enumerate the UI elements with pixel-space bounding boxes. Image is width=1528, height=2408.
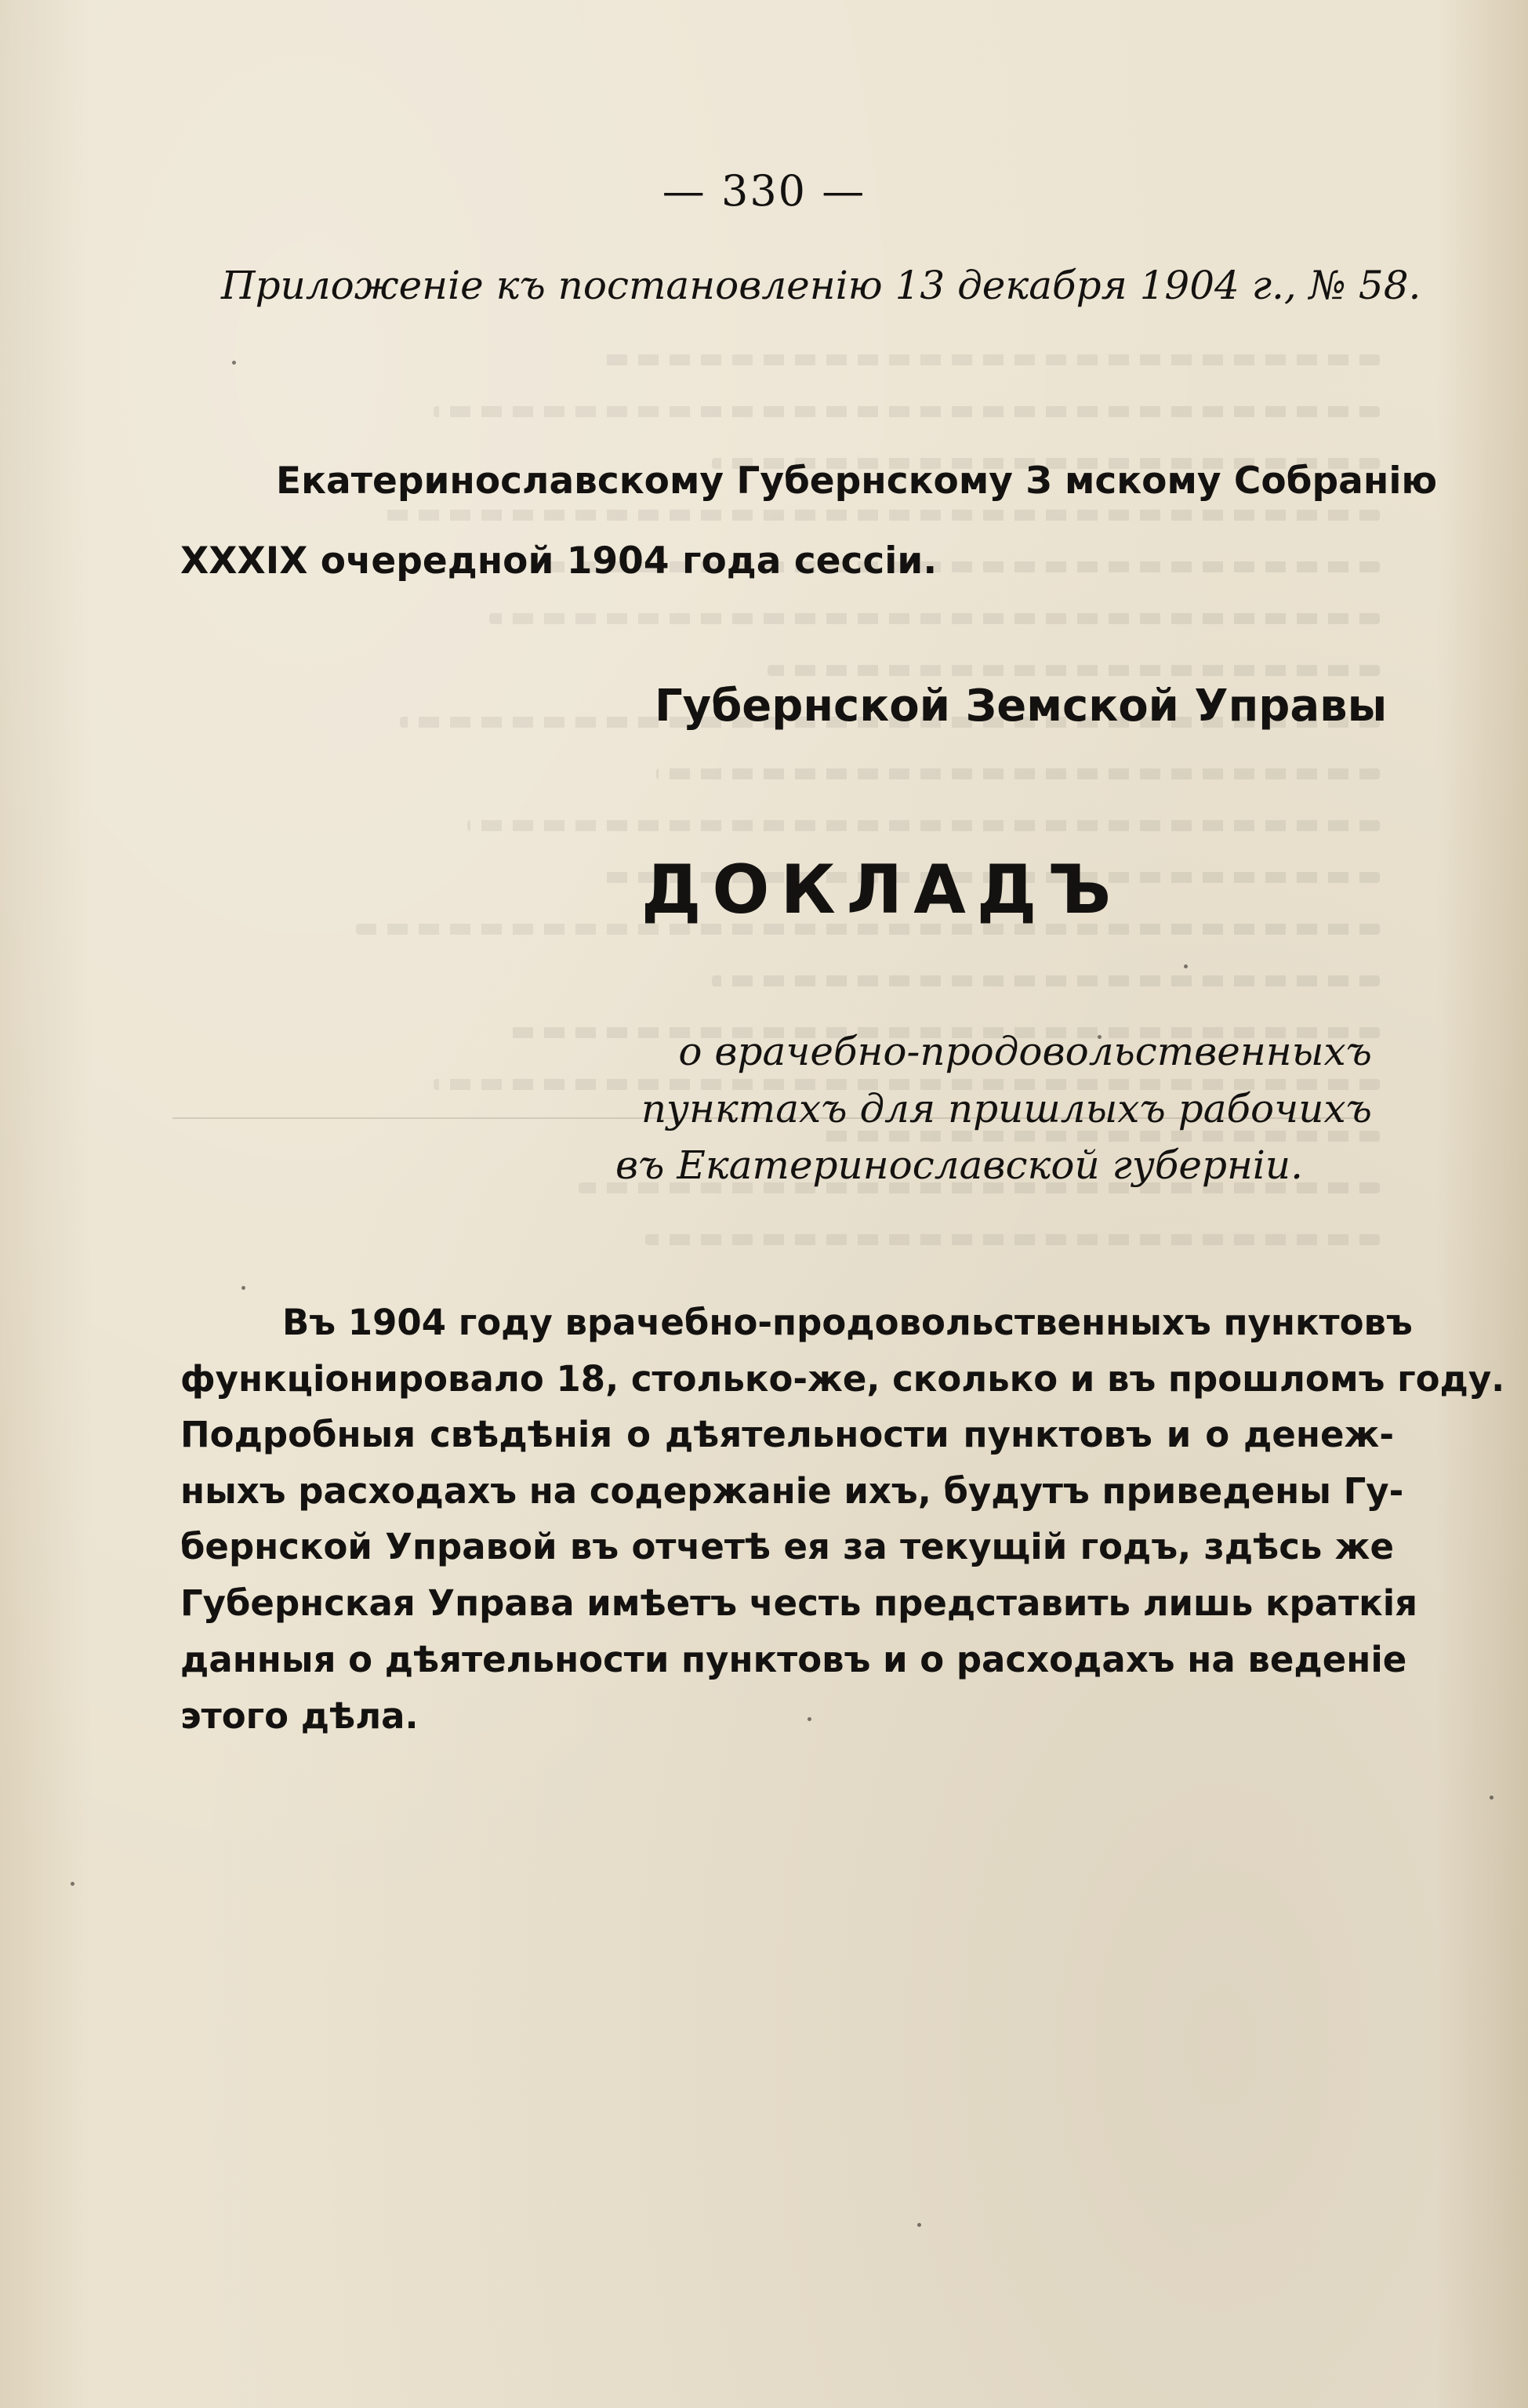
subject-line-1: о врачебно-продовольственныхъ (678, 1029, 1372, 1074)
ink-speck (232, 361, 236, 365)
body-line: Въ 1904 году врачебно-продовольственныхъ пунктовъ (282, 1302, 1413, 1343)
ink-speck (1184, 964, 1188, 968)
ink-speck (1490, 1796, 1494, 1800)
addressee-line-1: Екатеринославскому Губернскому З мскому Собранiю (276, 459, 1438, 503)
ink-speck (241, 1286, 245, 1290)
report-author: Губернской Земской Управы (655, 681, 1388, 732)
addressee-line-2: XXXIX очередной 1904 года сессiи. (180, 539, 938, 583)
page-number: — 330 — (662, 166, 866, 216)
ink-speck (917, 2223, 921, 2227)
document-title: ДОКЛАДЪ (641, 851, 1123, 929)
body-line: функцiонировало 18, столько-же, сколько и въ прошломъ году. (180, 1358, 1505, 1400)
appendix-reference: Приложенiе къ постановленiю 13 декабря 1904 г., № 58. (221, 263, 1421, 308)
body-line: бернской Управой въ отчетѣ ея за текущiй годъ, здѣсь же (180, 1526, 1394, 1567)
body-line: Подробныя свѣдѣнiя о дѣятельности пунктовъ и о денеж- (180, 1414, 1394, 1455)
subject-line-3: въ Екатеринославской губернiи. (615, 1142, 1303, 1188)
body-line: Губернская Управа имѣетъ честь представить лишь краткiя (180, 1582, 1418, 1624)
subject-line-2: пунктахъ для пришлыхъ рабочихъ (641, 1086, 1372, 1131)
ink-speck (71, 1882, 74, 1886)
body-line: этого дѣла. (180, 1695, 419, 1737)
body-line: ныхъ расходахъ на содержанiе ихъ, будутъ приведены Гу- (180, 1470, 1404, 1512)
body-line: данныя о дѣятельности пунктовъ и о расходахъ на веденiе (180, 1639, 1407, 1680)
